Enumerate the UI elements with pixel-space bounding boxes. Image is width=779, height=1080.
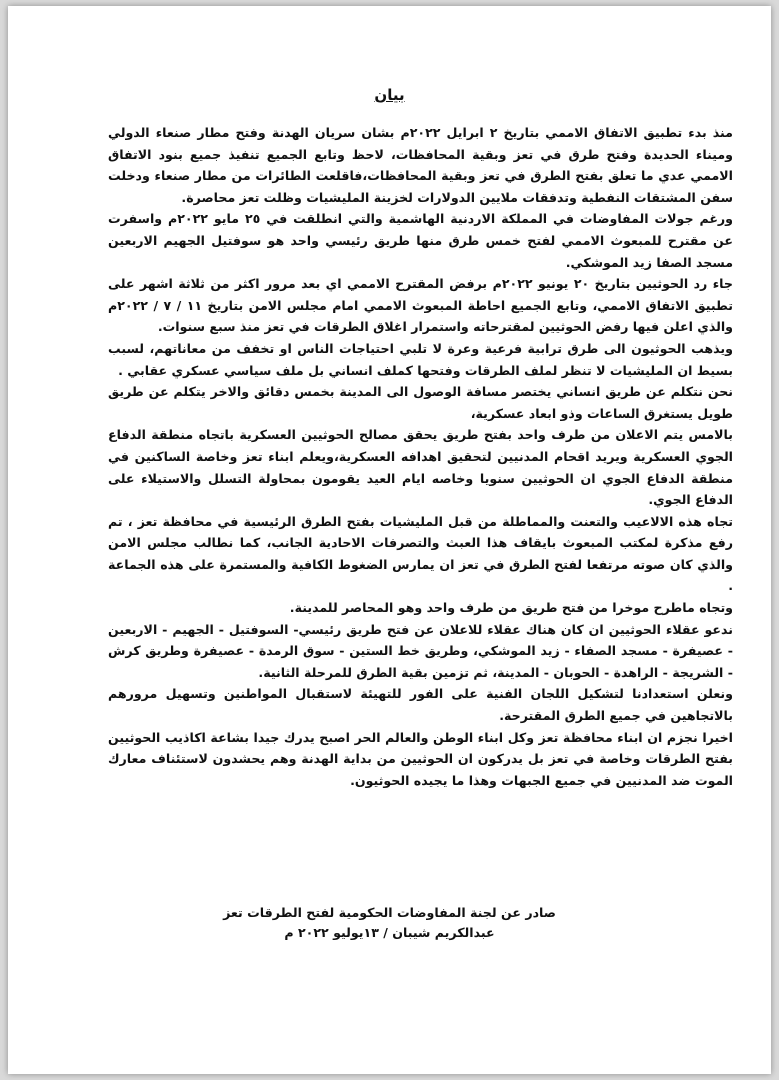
paragraph-9: ندعو عقلاء الحوثيين ان كان هناك عقلاء للاعلان عن فتح طريق رئيسي- السوفتيل - الجهيم - الاربعين - عصيفرة - مسجد الصفاء - زيد الموشكي، وطريق خط الستين - سوق الرمدة - عصيفرة وطريق كرش - الشريجة - الراهدة - الحوبان - المدينة، ثم تزمين بقية الطرق للمرحلة الثانية. xyxy=(108,621,733,680)
paragraph-11: اخيرا نجزم ان ابناء محافظة تعز وكل ابناء الوطن والعالم الحر اصبح يدرك جيدا بشاعة اكاذيب الحوثيين بفتح الطرقات وخاصة في تعز بل يدركون ان الحوثيين من بداية الهدنة وهم يحشدون لاستئناف معارك الموت ضد المدنيين في جميع الجبهات وهذا ما يجيده الحوثيون. xyxy=(108,729,733,788)
document-page xyxy=(8,6,771,1074)
signer-date-line: عبدالكريم شيبان / ١٣يوليو ٢٠٢٢ م xyxy=(284,925,495,940)
issuer-line: صادر عن لجنة المفاوضات الحكومية لفتح الطرقات تعز xyxy=(223,905,556,920)
signature-block xyxy=(8,903,771,943)
statement-body xyxy=(108,122,733,791)
paragraph-5: نحن نتكلم عن طريق انساني يختصر مسافة الوصول الى المدينة بخمس دقائق والاخر يتكلم عن طريق طويل يستغرق الساعات وذو ابعاد عسكرية، xyxy=(108,384,733,421)
paragraph-8: وتجاه ماطرح موخرا من فتح طريق من طرف واحد وهو المحاصر للمدينة. xyxy=(289,600,733,616)
paragraph-2: ورغم جولات المفاوضات في المملكة الاردنية الهاشمية والتي انطلقت في ٢٥ مايو ٢٠٢٢م واسفرت عن مقترح للمبعوث الاممي لفتح خمس طرق منها طريق رئيسي واحد هو سوفتيل الجهيم الاربعين مسجد الصفا زيد الموشكي. xyxy=(108,211,733,270)
paragraph-1: منذ بدء تطبيق الاتفاق الاممي بتاريخ ٢ ابرايل ٢٠٢٢م بشان سريان الهدنة وفتح مطار صنعاء الدولي وميناء الحديدة وفتح طرق في تعز وبقية المحافظات، لاحظ وتابع الجميع تنفيذ جميع بنود الاتفاق الاممي عدي ما تعلق بفتح الطرق في تعز وبقية المحافظات،فاقلعت الطائرات من مطار صنعاء ودخلت سفن المشتقات النفطية وتدفقات ملايين الدولارات لخزينة المليشيات وظلت تعز محاصرة. xyxy=(108,125,733,205)
paragraph-6: بالامس يتم الاعلان من طرف واحد بفتح طريق يحقق مصالح الحوثيين العسكرية باتجاه منطقة الدفاع الجوي العسكرية ويريد اقحام المدنيين لتحقيق اهدافه العسكرية،ويعلم ابناء تعز وخاصة الساكنين في منطقة الدفاع الجوي ان الحوثيين سنويا وخاصه ايام العيد يقومون بمحاولة التسلل والاستيلاء على الدفاع الجوي. xyxy=(108,427,733,508)
paragraph-4: ويذهب الحوثيون الى طرق ترابية فرعية وعرة لا تلبي احتياجات الناس او تخفف من معاناتهم، لسبب بسيط ان المليشيات لا تنظر لملف الطرقات وفتحها كملف انساني بل ملف سياسي عسكري عقابي . xyxy=(108,340,733,378)
paragraph-7: تجاه هذه الالاعيب والتعنت والمماطلة من قبل المليشيات بفتح الطرق الرئيسية في محافظة تعز ، تم رفع مذكرة لمكتب المبعوث بايقاف هذا العبث والتصرفات الاحادية الجانب، كما نطالب مجلس الامن والذي كان صوته مرتفعا لفتح الطرق في تعز ان يمارس الضغوط الكافية والمستمرة على هذه الجماعة . xyxy=(108,513,733,594)
document-title: بيان xyxy=(374,86,405,104)
paragraph-3: جاء رد الحوثيين بتاريخ ٢٠ يونيو ٢٠٢٢م برفض المقترح الاممي اي بعد مرور اكثر من ثلاثة اشهر على تطبيق الاتفاق الاممي، وتابع الجميع احاطة المبعوث الاممي امام مجلس الامن بتاريخ ١١ / ٧ / ٢٠٢٢م والذي اعلن فيها رفض الحوثيين لمقترحاته واستمرار اغلاق الطرقات في تعز منذ سبع سنوات. xyxy=(108,276,733,335)
paragraph-10: ونعلن استعدادنا لتشكيل اللجان الفنية على الفور للتهيئة لاستقبال المواطنين وتسهيل مرورهم بالاتجاهين في جميع الطرق المقترحة. xyxy=(108,686,733,724)
